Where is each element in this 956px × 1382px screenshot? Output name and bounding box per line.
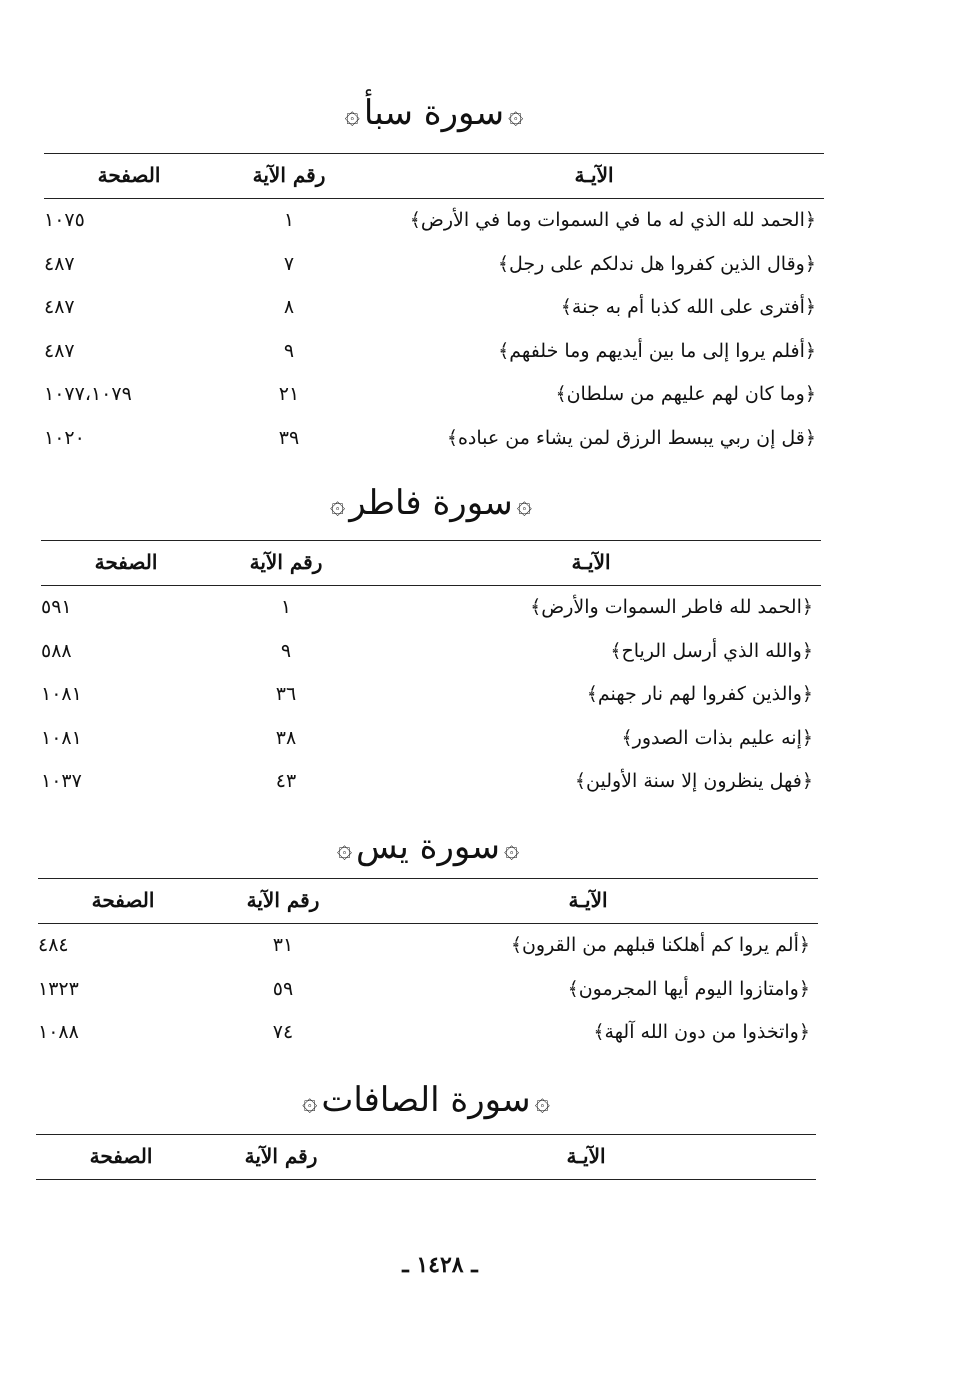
page-ref: ٤٨٧: [44, 252, 75, 275]
page-ref: ٤٨٤: [38, 934, 69, 956]
ornament-icon: ۞: [503, 834, 520, 864]
ornament-icon: ۞: [344, 100, 360, 130]
surah-title: [44, 88, 824, 138]
header-ayah-number: رقم الآية: [244, 1144, 318, 1168]
ayah-number: ١: [283, 209, 295, 231]
table-row: [41, 717, 821, 761]
surah-section-saffat: [36, 1075, 816, 1180]
ayah-number: ٢١: [278, 383, 300, 405]
table-row: [38, 924, 818, 968]
header-ayah: الآيـة: [566, 1144, 606, 1168]
header-ayah: الآيـة: [571, 550, 611, 574]
ayah-text: ﴿أفلم يروا إلى ما بين أيديهم وما خلفهم﴾: [498, 339, 816, 362]
table-row: [41, 673, 821, 717]
ayah-text: ﴿إنه عليم بذات الصدور﴾: [621, 726, 813, 749]
ayah-number: ٨: [283, 296, 295, 318]
surah-section-saba: [44, 88, 824, 460]
table-row: [44, 199, 824, 243]
ornament-icon: ۞: [516, 490, 532, 520]
ayah-text: ﴿أفترى على الله كذبا أم به جنة﴾: [560, 296, 816, 318]
ayah-text: ﴿وما كان لهم عليهم من سلطان﴾: [555, 383, 816, 405]
table-header: [38, 878, 818, 924]
surah-section-fatir: [41, 478, 821, 804]
table-row: [38, 968, 818, 1012]
ayah-text: ﴿الحمد لله فاطر السموات والأرض﴾: [530, 596, 813, 618]
surah-title-text: سورة الصافات: [321, 1080, 531, 1120]
ayah-number: ٣٩: [278, 426, 300, 449]
ayah-text: ﴿وامتازوا اليوم أيها المجرمون﴾: [567, 977, 810, 1000]
ayah-number: ١: [280, 596, 292, 618]
table-row: [41, 586, 821, 630]
ayah-number: ٣١: [272, 934, 294, 956]
page-number: ـ ١٤٢٨ ـ: [402, 1252, 478, 1278]
surah-title: [41, 478, 821, 528]
ayah-text: ﴿فهل ينظرون إلا سنة الأولين﴾: [574, 770, 813, 792]
ayah-number: ٧٤: [272, 1021, 294, 1043]
table-row: [38, 1011, 818, 1055]
ayah-number: ٩: [283, 339, 295, 362]
header-ayah-number: رقم الآية: [252, 163, 326, 187]
ayah-number: ٧: [283, 252, 295, 275]
ornament-icon: ۞: [302, 1087, 318, 1117]
page-ref: ١٠٧٧،١٠٧٩: [44, 383, 132, 405]
table-header: [44, 153, 824, 199]
surah-title-text: سورة فاطر: [349, 483, 513, 523]
surah-section-yasin: [38, 822, 818, 1055]
page-ref: ١٠٨١: [41, 726, 82, 749]
ayah-number: ٣٦: [275, 683, 297, 705]
ayah-text: ﴿والله الذي أرسل الرياح﴾: [610, 639, 813, 662]
ornament-icon: ۞: [336, 834, 353, 864]
page-ref: ١٣٢٣: [38, 977, 79, 1000]
header-ayah-number: رقم الآية: [246, 888, 320, 912]
ornament-icon: ۞: [330, 490, 346, 520]
ayah-number: ٤٣: [275, 770, 297, 792]
page-ref: ١٠٢٠: [44, 426, 85, 449]
surah-title: [38, 822, 818, 872]
ornament-icon: ۞: [508, 100, 524, 130]
ayah-number: ٥٩: [272, 977, 294, 1000]
header-ayah-number: رقم الآية: [249, 550, 323, 574]
page-ref: ٥٨٨: [41, 639, 72, 662]
ayah-text: ﴿واتخذوا من دون الله آلهة﴾: [593, 1021, 810, 1043]
table-row: [41, 630, 821, 674]
table-header: [36, 1134, 816, 1180]
page-ref: ٥٩١: [41, 596, 72, 618]
page-ref: ١٠٨١: [41, 683, 82, 705]
header-ayah: الآيـة: [574, 163, 614, 187]
ayah-text: ﴿الحمد لله الذي له ما في السموات وما في الأرض﴾: [409, 209, 816, 231]
page-ref: ٤٨٧: [44, 339, 75, 362]
header-page: الصفحة: [94, 550, 158, 574]
page-ref: ١٠٣٧: [41, 770, 82, 792]
table-row: [41, 760, 821, 804]
header-page: الصفحة: [91, 888, 155, 912]
table-header: [41, 540, 821, 586]
surah-title: [36, 1075, 816, 1125]
table-row: [44, 286, 824, 330]
header-page: الصفحة: [97, 163, 161, 187]
page-ref: ١٠٧٥: [44, 209, 85, 231]
ayah-text: ﴿والذين كفروا لهم نار جهنم﴾: [586, 683, 813, 705]
table-row: [44, 417, 824, 461]
ayah-text: ﴿قل إن ربي يبسط الرزق لمن يشاء من عباده﴾: [446, 426, 816, 449]
ayah-text: ﴿وقال الذين كفروا هل ندلكم على رجل﴾: [497, 252, 816, 275]
ornament-icon: ۞: [534, 1087, 550, 1117]
page-ref: ٤٨٧: [44, 296, 75, 318]
ayah-number: ٣٨: [275, 726, 297, 749]
ayah-number: ٩: [280, 639, 292, 662]
header-page: الصفحة: [89, 1144, 153, 1168]
header-ayah: الآيـة: [568, 888, 608, 912]
surah-title-text: سورة يس: [356, 827, 500, 867]
surah-title-text: سورة سبأ: [363, 93, 505, 133]
ayah-text: ﴿ألم يروا كم أهلكنا قبلهم من القرون﴾: [510, 934, 810, 956]
table-row: [44, 330, 824, 374]
page-ref: ١٠٨٨: [38, 1021, 79, 1043]
table-row: [44, 243, 824, 287]
table-row: [44, 373, 824, 417]
